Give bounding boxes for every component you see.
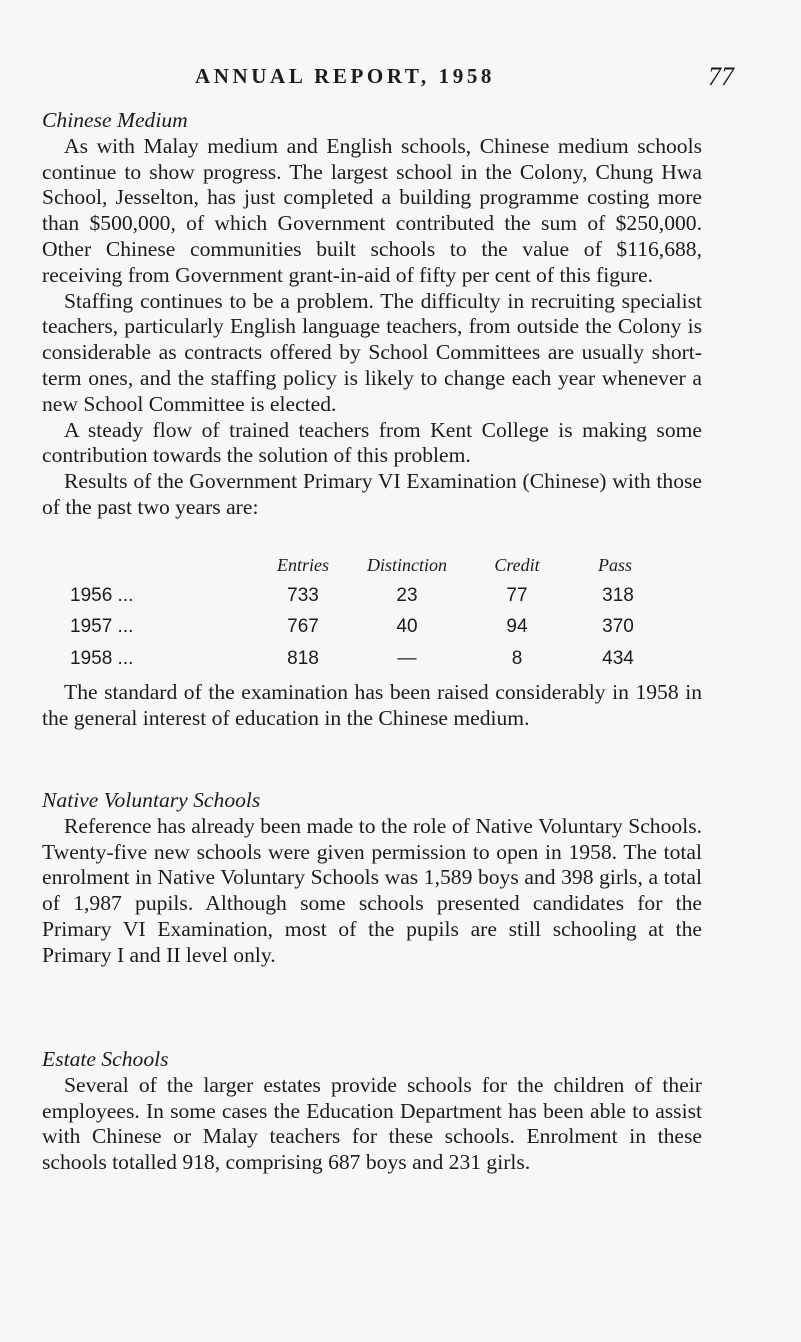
pass-cell: 434 xyxy=(602,648,634,669)
column-header: Pass xyxy=(597,555,633,575)
row-year: 1956 ... xyxy=(70,585,134,606)
section-heading: Native Voluntary Schools xyxy=(42,788,261,812)
credit-cell: 94 xyxy=(506,616,528,637)
entries-cell: 767 xyxy=(287,616,319,637)
paragraph: The standard of the examination has been raised considerably in 1958 in the general interest of education in the Chinese medium. xyxy=(42,680,702,730)
distinction-cell: — xyxy=(397,648,417,669)
paragraph: Staffing continues to be a problem. The difficulty in recruiting specialist teachers, particularly English language teachers, from outside the Colony is considerable as contracts offered by School Committees are usually short-term ones, and the staffing policy is likely to change each year whenever a new School Committee is elected. xyxy=(42,288,702,416)
paragraph: Reference has already been made to the role of Native Voluntary Schools. Twenty-five new schools were given permission to open in 1958. The total enrolment in Native Voluntary Schools was 1,589 boys and 398 girls, a total of 1,987 pupils. Although some schools presented candidates for the Primary VI Examination, most of the pupils are still schooling at the Primary I and II level only. xyxy=(42,813,702,967)
row-year: 1958 ... xyxy=(70,648,134,669)
pass-cell: 370 xyxy=(602,616,634,637)
running-title: ANNUAL REPORT, 1958 xyxy=(195,64,496,88)
column-header: Entries xyxy=(277,555,329,575)
section-heading: Chinese Medium xyxy=(42,108,188,132)
column-header: Credit xyxy=(494,555,540,575)
estate-schools-section xyxy=(42,1047,702,1176)
paragraph: As with Malay medium and English schools, Chinese medium schools continue to show progress. The largest school in the Colony, Chung Hwa School, Jesselton, has just completed a building programme costing more than $500,000, of which Government contributed the sum of $250,000. Other Chinese communities built schools to the value of $116,688, receiving from Government grant-in-aid of fifty per cent of this figure. xyxy=(42,133,702,287)
native-voluntary-section xyxy=(42,788,702,969)
distinction-cell: 23 xyxy=(396,585,418,606)
credit-cell: 77 xyxy=(506,585,528,606)
paragraph: Results of the Government Primary VI Examination (Chinese) with those of the past two years are: xyxy=(42,469,702,519)
column-header: Distinction xyxy=(367,555,447,575)
chinese-medium-conclusion xyxy=(42,680,702,732)
entries-cell: 733 xyxy=(287,585,319,606)
page-number: 77 xyxy=(708,62,734,91)
row-year: 1957 ... xyxy=(70,616,134,637)
distinction-cell: 40 xyxy=(396,616,418,637)
pass-cell: 318 xyxy=(602,585,634,606)
chinese-medium-section xyxy=(42,108,702,521)
section-heading: Estate Schools xyxy=(42,1047,169,1071)
credit-cell: 8 xyxy=(511,648,523,669)
paragraph: A steady flow of trained teachers from Kent College is making some contribution towards the solution of this problem. xyxy=(42,417,702,468)
entries-cell: 818 xyxy=(287,648,319,669)
paragraph: Several of the larger estates provide schools for the children of their employees. In some cases the Education Department has been able to assist with Chinese or Malay teachers for these schools. Enrolment in these schools totalled 918, comprising 687 boys and 231 girls. xyxy=(42,1072,702,1175)
